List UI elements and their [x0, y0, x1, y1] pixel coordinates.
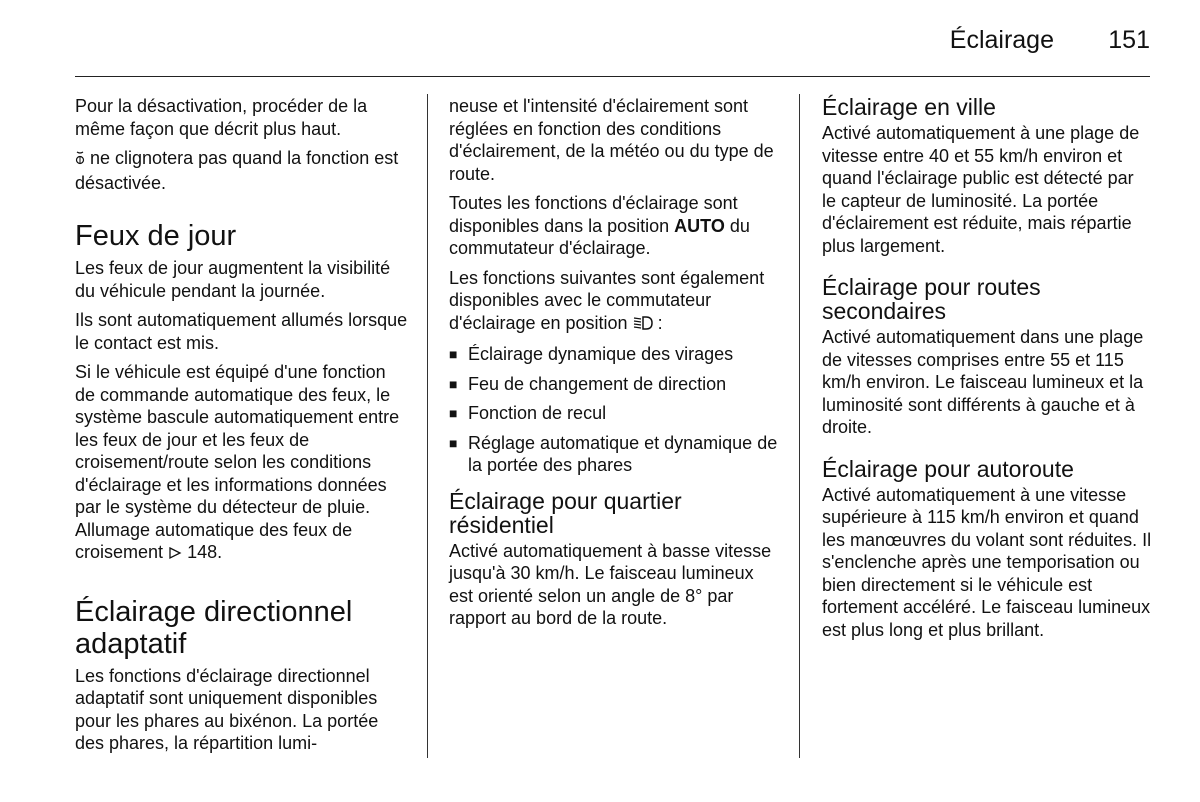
indicator-text: ne clignotera pas quand la fonction est désactivée. — [75, 148, 399, 193]
paragraph-also-available — [449, 267, 779, 337]
paragraph-daytime-2: Ils sont automatiquement allumés lorsque le contact est mis. — [75, 310, 408, 353]
feature-list — [449, 343, 779, 477]
paragraph-motorway: Activé automatiquement à une vitesse supérieure à 115 km/h environ et quand les manœuvres du volant sont réduites. Il s'enclenche après une temporisation ou bien directement si le véhicule est fortement accéléré. Le faisceau lumineux est plus long et plus brillant. — [822, 484, 1152, 640]
paragraph-continuation: neuse et l'intensité d'éclairement sont réglées en fonction des conditions d'éclairement, de la météo ou du type de route. — [449, 96, 774, 184]
afl-indicator-icon — [75, 149, 85, 172]
paragraph-country: Activé automatiquement dans une plage de vitesses comprises entre 55 et 115 km/h environ. Le faisceau lumineux et la luminosité sont différents à gauche et à droite. — [822, 327, 1144, 437]
list-item — [449, 402, 779, 425]
page-number: 151 — [1108, 26, 1150, 54]
list-item-text: Fonction de recul — [468, 403, 607, 423]
square-bullet: ■ — [449, 346, 458, 362]
paragraph-daytime-1: Les feux de jour augmentent la visibilité du véhicule pendant la journée. — [75, 258, 391, 301]
also-text-end: : — [657, 312, 663, 333]
column-3 — [822, 95, 1152, 648]
cross-reference-page[interactable]: 148. — [187, 542, 223, 562]
column-2 — [449, 95, 779, 637]
heading-adaptive-lighting: Éclairage directionnel adaptatif — [75, 595, 353, 660]
heading-town-lighting: Éclairage en ville — [822, 94, 996, 120]
auto-key-label: AUTO — [674, 215, 725, 236]
low-beam-icon — [633, 314, 653, 337]
paragraph-daytime-3 — [75, 361, 410, 568]
paragraph-auto — [449, 192, 779, 260]
paragraph-residential: Activé automatiquement à basse vitesse jusqu'à 30 km/h. Le faisceau lumineux est orienté selon un angle de 8° par rapport au bord de la route. — [449, 540, 772, 628]
header-rule — [75, 76, 1150, 77]
list-item — [449, 343, 779, 366]
list-item — [449, 432, 779, 477]
paragraph-indicator — [75, 147, 410, 194]
square-bullet: ■ — [449, 375, 458, 392]
heading-country-lighting: Éclairage pour routes secondaires — [822, 274, 1041, 324]
page-header — [750, 24, 1150, 58]
cross-reference-arrow-icon — [168, 545, 182, 568]
paragraph-town: Activé automatiquement à une plage de vitesse entre 40 et 55 km/h environ et quand l'éclairage public est détecté par le capteur de luminosité. La portée d'éclairement est réduite, mais répartie plus largement. — [822, 123, 1140, 256]
list-item-text: Éclairage dynamique des virages — [468, 344, 734, 364]
column-divider — [799, 94, 800, 758]
auto-text-post: du commutateur d'éclairage. — [449, 215, 750, 258]
list-item-text: Réglage automatique et dynamique de la portée des phares — [468, 432, 778, 475]
list-item — [449, 373, 779, 396]
daytime-3-text: Si le véhicule est équipé d'une fonction de commande automatique des feux, le système bascule automatiquement entre les feux de jour et les feux de croisement/route selon les conditions d'éclairage et les informations données par le système du détecteur de pluie. Allumage automatique des feux de croisement — [75, 362, 400, 562]
auto-text-pre: Toutes les fonctions d'éclairage sont disponibles dans la position — [449, 193, 738, 236]
also-text: Les fonctions suivantes sont également disponibles avec le commutateur d'éclairage en position — [449, 267, 765, 333]
heading-residential-lighting: Éclairage pour quartier résidentiel — [449, 487, 682, 538]
list-item-text: Feu de changement de direction — [468, 373, 727, 394]
column-1 — [75, 95, 410, 762]
heading-daytime-lights: Feux de jour — [75, 220, 237, 252]
column-divider — [427, 94, 428, 758]
heading-motorway-lighting: Éclairage pour autoroute — [822, 455, 1074, 482]
paragraph-deactivation: Pour la désactivation, procéder de la même façon que décrit plus haut. — [75, 96, 368, 139]
square-bullet: ■ — [449, 405, 458, 421]
square-bullet: ■ — [449, 434, 458, 451]
paragraph-afl-1: Les fonctions d'éclairage directionnel adaptatif sont uniquement disponibles pour les phares au bixénon. La portée des phares, la répartition lumi- — [75, 665, 379, 753]
section-title: Éclairage — [949, 26, 1054, 54]
